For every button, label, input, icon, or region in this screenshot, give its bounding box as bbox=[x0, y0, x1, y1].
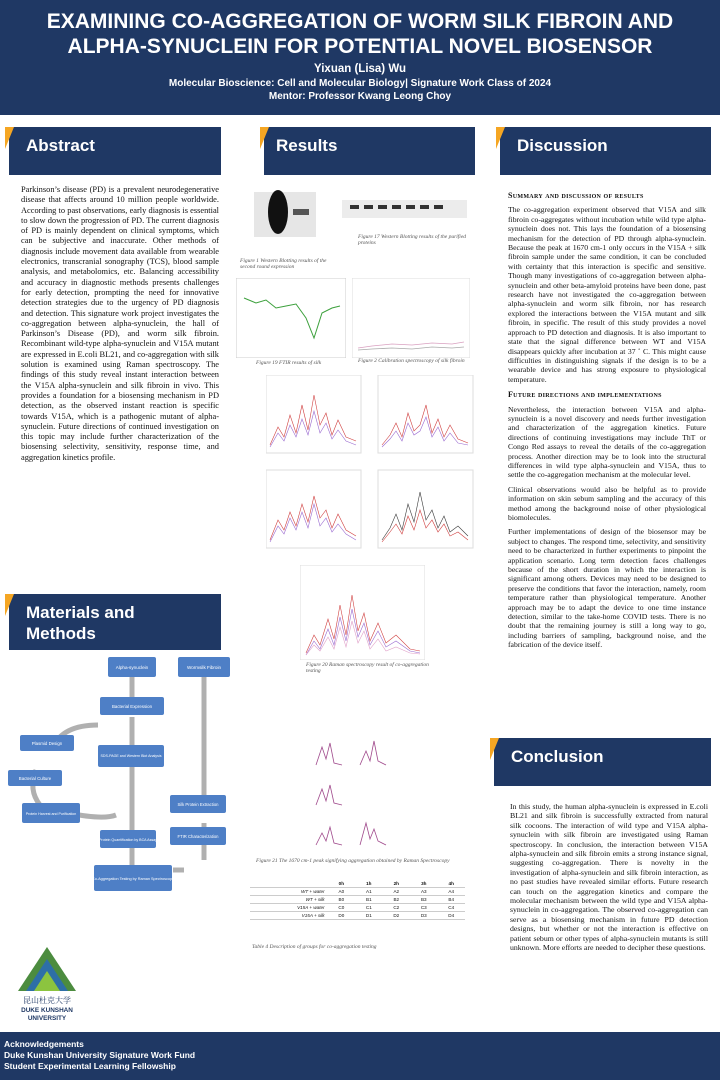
table-row: WT + water A0 A1 A2 A3 A4 bbox=[250, 888, 465, 896]
results-header bbox=[264, 127, 475, 175]
results-title: Results bbox=[276, 136, 338, 155]
discussion-subheading-1: Summary and discussion of results bbox=[508, 191, 644, 200]
accent-flag bbox=[260, 127, 269, 149]
caption-fig21: Figure 21 The 1670 cm-1 peak signifying aggregation obtained by Raman Spectroscopy bbox=[256, 858, 450, 864]
methods-flowchart bbox=[8, 655, 233, 900]
fc-plasmid-text: Plasmid Design bbox=[31, 741, 63, 746]
table-row: V15A + water C0 C1 C2 C3 C4 bbox=[250, 904, 465, 912]
logo-cn: 昆山杜克大学 bbox=[23, 996, 71, 1005]
caption-fig2: Figure 2 Calibration spectroscopy of silk fibroin bbox=[358, 358, 465, 364]
table-header-row: 0h 1h 2h 3h 4h bbox=[250, 880, 465, 888]
footer-line-2: Duke Kunshan University Signature Work Fund bbox=[4, 1050, 196, 1060]
logo-en1: DUKE KUNSHAN bbox=[21, 1007, 73, 1014]
discussion-text bbox=[508, 185, 706, 655]
raman-combined bbox=[300, 565, 425, 660]
accent-flag bbox=[5, 594, 14, 616]
fc-coagg-text: Co-Aggregation Testing by Raman Spectroscopy bbox=[91, 877, 175, 881]
poster-header bbox=[0, 0, 720, 115]
discussion-para-1: The co-aggregation experiment observed that V15A and silk fibroin co-aggregates without incubation while wild type alpha-synuclein does not. This lays the foundation of a biosensing mechanism for the detection of PD through alpha-synuclein. Because the peak at 1670 cm-1 only occurs in the V15A + silk fibroin sample under the same condition, it can be concluded with certainty that this interaction is specific and sensitive. Though many investigations of co-aggregation between alpha-synuclein and other beta-amyloid proteins have been done, past research have not investigated the co-aggregation between alpha-synuclein and worm silk fibroin, nor has research explored the interactions between the V15A mutant and silk fibroin, in specific. The result of this study provides a novel approach to PD detection and diagnosis. It is also important to state that the signal difference between WT and V15A disappears quickly after incubation at 37 ˚ C. This might cause difficulties in distinguishing signals if the design is to be a wearable device and has strong exposure to physiological temperature. bbox=[508, 205, 706, 384]
fc-bacterial-expression-text: Bacterial Expression bbox=[111, 704, 153, 709]
abstract-title: Abstract bbox=[26, 136, 95, 155]
abstract-text: Parkinson’s disease (PD) is a prevalent neurodegenerative disease that affects around 10 million people worldwide. According to past observations, early diagnosis is essential to slow down the progression of PD. The current diagnosis of PD is mainly dependent on clinical symptoms, which can be subjective and inaccurate. Other methods of diagnosis include movement data available from wearable electronics, transcranial sonography (TCS), blood sample analysis, and metabolomics, etc. Balancing accessibility and accuracy in diagnostic methods presents challenges for early detection, prompting the need for innovative detection strategies due to the urgency of PD diagnosis and detection. This signature work project investigates the co-aggregation between alpha-synuclein, the hall of Parkinson’s Disease (PD), and worm silk fibroin. Recombinant wild-type alpha-synuclein and V15A mutant are expressed in E.coli BL21, and co-aggregation with silk solution is examined using Raman spectroscopy. The findings of this study reveal instant interaction between the V15A alpha-synuclein and silk fibroin in vivo. This provides a foundation for a biosensing mechanism in PD detection, as the observed instant reaction is specific towards V15A, which is a pathogenic mutant of alpha-synuclein. Future directions of continued investigation on this topic may include further characterization of the biosensing selectivity, sensitivity, response time, and aggregation kinetics profile. bbox=[21, 185, 219, 462]
materials-title: Materials and Methods bbox=[26, 603, 135, 643]
peak-1670-plots bbox=[312, 735, 402, 855]
caption-fig1: Figure 1 Western Blotting results of the second round expression bbox=[240, 258, 327, 270]
fc-sds-text: SDS-PAGE and Western Blot Analysis bbox=[100, 754, 162, 758]
footer-line-3: Student Experimental Learning Fellowship bbox=[4, 1061, 176, 1071]
caption-table4: Table 4 Description of groups for co-aggregation testing bbox=[252, 944, 377, 950]
abstract-header bbox=[9, 127, 221, 175]
accent-flag bbox=[490, 738, 499, 760]
caption-fig17: Figure 17 Western Blotting results of the purified proteins bbox=[358, 234, 467, 246]
conclusion-title: Conclusion bbox=[511, 747, 604, 766]
fc-culture-text: Bacterial Culture bbox=[18, 776, 52, 781]
dku-logo bbox=[12, 945, 82, 1025]
ftir-plot bbox=[236, 278, 346, 358]
discussion-header bbox=[500, 127, 711, 175]
caption-fig19: Figure 19 FTIR results of silk bbox=[256, 360, 322, 366]
discussion-title: Discussion bbox=[517, 136, 608, 155]
footer bbox=[0, 1032, 720, 1080]
groups-table bbox=[250, 880, 465, 920]
calibration-plot bbox=[352, 278, 470, 358]
materials-header bbox=[9, 594, 221, 650]
fc-silk-extract-text: Silk Protein Extraction bbox=[177, 802, 219, 807]
raman-grid bbox=[266, 375, 476, 560]
western-blot-2 bbox=[340, 190, 470, 230]
conclusion-header bbox=[494, 738, 711, 786]
western-blot-1 bbox=[238, 182, 333, 257]
discussion-para-3: Clinical observations would also be helpful as to provide information on skin sebum sampling and the accuracy of this method among the background noise of other physiological biomolecules. bbox=[508, 484, 706, 522]
discussion-para-4: Further implementations of design of the biosensor may be subject to changes. The respond time, selectivity, and sensitivity need to be characterized in further experiments to pinpoint the application scenario. Long term detection faces challenges because of the short duration in which the interaction is significant among others. Devices may need to be designed to preserve the conditions that favor the interaction, namely, room temperature rather than physiological temperature. Another approach may be to adapt the device to one time instance detection, similar to the take-home COVID tests. There is no doubt that the remaining journey is still a long way to go, including barriers of sampling, background noise, and the fabrication of the device itself. bbox=[508, 527, 706, 650]
table-row: V15A + silk D0 D1 D2 D3 D4 bbox=[250, 912, 465, 920]
caption-fig20: Figure 20 Raman spectroscopy result of co-aggregation testing bbox=[306, 662, 429, 674]
fc-worm-text: Wormsilk Fibroin bbox=[186, 665, 222, 670]
accent-flag bbox=[5, 127, 14, 149]
author: Yixuan (Lisa) Wu bbox=[313, 63, 406, 75]
accent-flag bbox=[496, 127, 505, 149]
discussion-subheading-2: Future directions and implementations bbox=[508, 390, 662, 400]
table-row: WT + silk B0 B1 B2 B3 B4 bbox=[250, 896, 465, 904]
fc-alpha-text: Alpha-synuclein bbox=[115, 665, 149, 670]
fc-quant-text: Protein Quantification by BCA Assay bbox=[99, 838, 157, 842]
fc-protein-harvest-text: Protein Harvest and Purification bbox=[25, 812, 77, 816]
logo-en2: UNIVERSITY bbox=[27, 1015, 67, 1022]
poster-title: EXAMINING CO-AGGREGATION OF WORM SILK FIBROIN AND ALPHA-SYNUCLEIN FOR POTENTIAL NOVEL BIOSENSOR bbox=[46, 10, 674, 58]
conclusion-text: In this study, the human alpha-synuclein is expressed in E.coli BL21 and silk fibroin is successfully extracted from natural silk cocoons. The interaction of wild type and V15A alpha-synuclein with silk fibroin are investigated using Raman spectroscopy. In conclusion, the interaction between V15A alpha-synuclein and silk fibroin emits a strong instance signal, suggesting co-aggregation. There is novelty in the investigation of alpha-synuclein and silk fibroin interaction, as no past studies have revealed similar efforts. Future research can touch on the aggregation kinetics and compare the molecular mechanism between the wild type and V15A alpha-synuclein in co-aggregation. The observed co-aggregation can serve as a biosensing mechanism in future PD detection designs, but whether or not the interaction is effective on patient sebum or other types of alpha-synuclein mutants is still unknown. More efforts are needed to decipher these questions. bbox=[510, 802, 708, 953]
affiliation: Molecular Bioscience: Cell and Molecular Biology| Signature Work Class of 2024 bbox=[168, 78, 552, 89]
footer-line-1: Acknowledgements bbox=[4, 1039, 84, 1049]
mentor: Mentor: Professor Kwang Leong Choy bbox=[268, 91, 452, 102]
fc-ftir-text: FTIR Characterization bbox=[177, 834, 219, 839]
discussion-para-2: Nevertheless, the interaction between V15A and alpha-synuclein is a novel discovery and needs further investigation and characterization of the aggregation kinetics. Future directions of continuing investigations may include ThT or Congo Red assays to reveal the details of the co-aggregation process. Another direction may be to look into the structural differences in wild type alpha-synuclein and V15A, thus to settle the co-aggregation mechanism at the molecular level. bbox=[508, 404, 706, 480]
